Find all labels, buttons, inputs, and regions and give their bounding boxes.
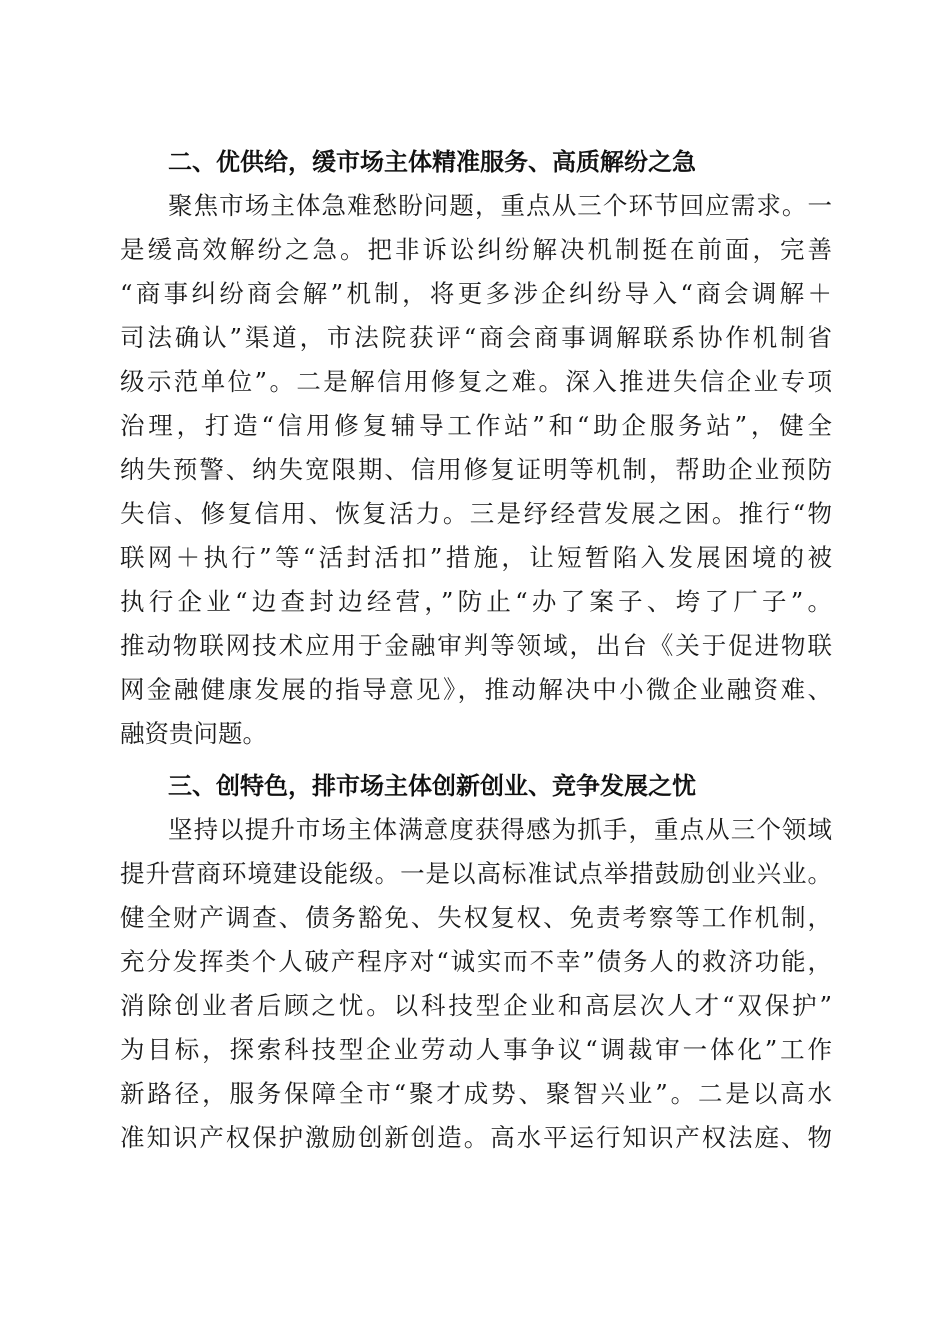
paragraph-line: 准知识产权保护激励创新创造。高水平运行知识产权法庭、物 bbox=[120, 1123, 832, 1152]
paragraph-line: 健全财产调查、债务豁免、失权复权、免责考察等工作机制， bbox=[120, 903, 832, 932]
paragraph-line: 执行企业“边查封边经营，”防止“办了案子、垮了厂子”。 bbox=[120, 587, 832, 616]
paragraph-line: 融资贵问题。 bbox=[120, 719, 267, 748]
paragraph-line: 聚焦市场主体急难愁盼问题，重点从三个环节回应需求。一 bbox=[168, 191, 832, 220]
paragraph-line: 推动物联网技术应用于金融审判等领域，出台《关于促进物联 bbox=[120, 631, 832, 660]
paragraph-line: 联网＋执行”等“活封活扣”措施，让短暂陷入发展困境的被 bbox=[120, 543, 832, 572]
paragraph-line: 是缓高效解纷之急。把非诉讼纠纷解决机制挺在前面，完善 bbox=[120, 235, 832, 264]
paragraph-line: 级示范单位”。二是解信用修复之难。深入推进失信企业专项 bbox=[120, 367, 832, 396]
paragraph-line: 充分发挥类个人破产程序对“诚实而不幸”债务人的救济功能， bbox=[120, 947, 832, 976]
paragraph-line: 失信、修复信用、恢复活力。三是纾经营发展之困。推行“物 bbox=[120, 499, 832, 528]
paragraph-line: 新路径，服务保障全市“聚才成势、聚智兴业”。二是以高水 bbox=[120, 1079, 832, 1108]
paragraph-line: 司法确认”渠道，市法院获评“商会商事调解联系协作机制省 bbox=[120, 323, 832, 352]
paragraph-line: 为目标，探索科技型企业劳动人事争议“调裁审一体化”工作 bbox=[120, 1035, 832, 1064]
paragraph-line: “商事纠纷商会解”机制，将更多涉企纠纷导入“商会调解＋ bbox=[120, 279, 832, 308]
paragraph-line: 消除创业者后顾之忧。以科技型企业和高层次人才“双保护” bbox=[120, 991, 832, 1020]
paragraph-line: 坚持以提升市场主体满意度获得感为抓手，重点从三个领域 bbox=[168, 815, 832, 844]
paragraph-line: 提升营商环境建设能级。一是以高标准试点举措鼓励创业兴业。 bbox=[120, 859, 832, 888]
section-heading-3: 三、创特色，排市场主体创新创业、竞争发展之忧 bbox=[168, 772, 696, 800]
paragraph-line: 纳失预警、纳失宽限期、信用修复证明等机制，帮助企业预防 bbox=[120, 455, 832, 484]
section-heading-2: 二、优供给，缓市场主体精准服务、高质解纷之急 bbox=[168, 148, 696, 176]
paragraph-line: 网金融健康发展的指导意见》，推动解决中小微企业融资难、 bbox=[120, 675, 832, 704]
paragraph-line: 治理，打造“信用修复辅导工作站”和“助企服务站”，健全 bbox=[120, 411, 832, 440]
